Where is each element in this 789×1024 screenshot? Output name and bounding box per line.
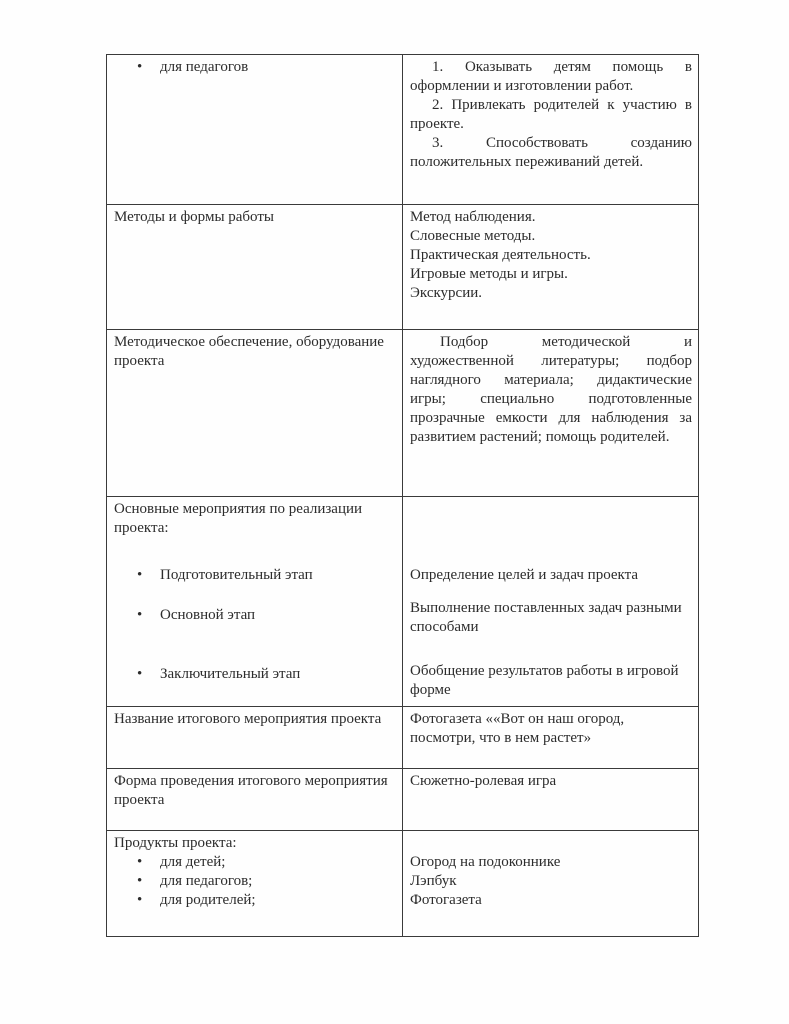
- table-cell-label: [107, 55, 403, 205]
- row-label: Основные мероприятия по реализации проекта:: [114, 501, 363, 536]
- stage-name: • Подготовительный этап: [114, 566, 396, 585]
- table-cell-value: [403, 497, 699, 707]
- product-name: • для детей;: [114, 853, 396, 872]
- table-cell-label: [107, 205, 403, 330]
- table-cell-value: [403, 55, 699, 205]
- stage-desc: Определение целей и задач проекта: [410, 567, 639, 583]
- stage-name: • Заключительный этап: [114, 665, 396, 684]
- product-name: • для педагогов;: [114, 872, 396, 891]
- table-row: [107, 330, 699, 497]
- list-item: Словесные методы.: [410, 228, 536, 244]
- row-label: Продукты проекта:: [114, 835, 237, 851]
- stage-desc: Обобщение результатов работы в игровой форме: [410, 663, 679, 698]
- product-name: • для родителей;: [114, 891, 396, 910]
- project-table: [106, 54, 699, 937]
- list-item: Игровые методы и игры.: [410, 266, 568, 282]
- list-item: 1. Оказывать детям помощь в оформлении и изготовлении работ.: [410, 59, 692, 94]
- table-cell-value: [403, 707, 699, 769]
- table-cell-label: [107, 497, 403, 707]
- table-cell-label: [107, 330, 403, 497]
- table-row: [107, 707, 699, 769]
- table-cell-label: [107, 769, 403, 831]
- row-label: Название итогового мероприятия проекта: [114, 711, 382, 727]
- table-cell-value: [403, 769, 699, 831]
- row-value: Подбор методической и художественной литературы; подбор наглядного материала; дидактические игры; специально подготовленные прозрачные емкости для наблюдения за развитием растений; помощь родителей.: [410, 334, 692, 445]
- table-cell-label: [107, 831, 403, 937]
- table-cell-label: [107, 707, 403, 769]
- product-value: Фотогазета: [410, 892, 482, 908]
- list-item: Метод наблюдения.: [410, 209, 536, 225]
- list-item: 3. Способствовать созданию положительных переживаний детей.: [410, 135, 692, 170]
- list-item: Экскурсии.: [410, 285, 483, 301]
- product-value: Огород на подоконнике: [410, 854, 561, 870]
- product-value: Лэпбук: [410, 873, 457, 889]
- row-value: Сюжетно-ролевая игра: [410, 773, 557, 789]
- table-cell-value: [403, 205, 699, 330]
- bullet-item: • для педагогов: [114, 58, 396, 77]
- table-row: [107, 831, 699, 937]
- table-cell-value: [403, 831, 699, 937]
- table-row: [107, 205, 699, 330]
- table-row: [107, 55, 699, 205]
- list-item: Практическая деятельность.: [410, 247, 591, 263]
- table-row: [107, 497, 699, 707]
- row-label: Методы и формы работы: [114, 209, 274, 225]
- table-row: [107, 769, 699, 831]
- row-label: Методическое обеспечение, оборудование проекта: [114, 334, 384, 369]
- stage-desc: Выполнение поставленных задач разными способами: [410, 600, 682, 635]
- table-cell-value: [403, 330, 699, 497]
- stage-name: • Основной этап: [114, 606, 396, 625]
- row-label: Форма проведения итогового мероприятия проекта: [114, 773, 388, 808]
- list-item: 2. Привлекать родителей к участию в проекте.: [410, 97, 692, 132]
- row-value: Фотогазета ««Вот он наш огород, посмотри, что в нем растет»: [410, 711, 625, 746]
